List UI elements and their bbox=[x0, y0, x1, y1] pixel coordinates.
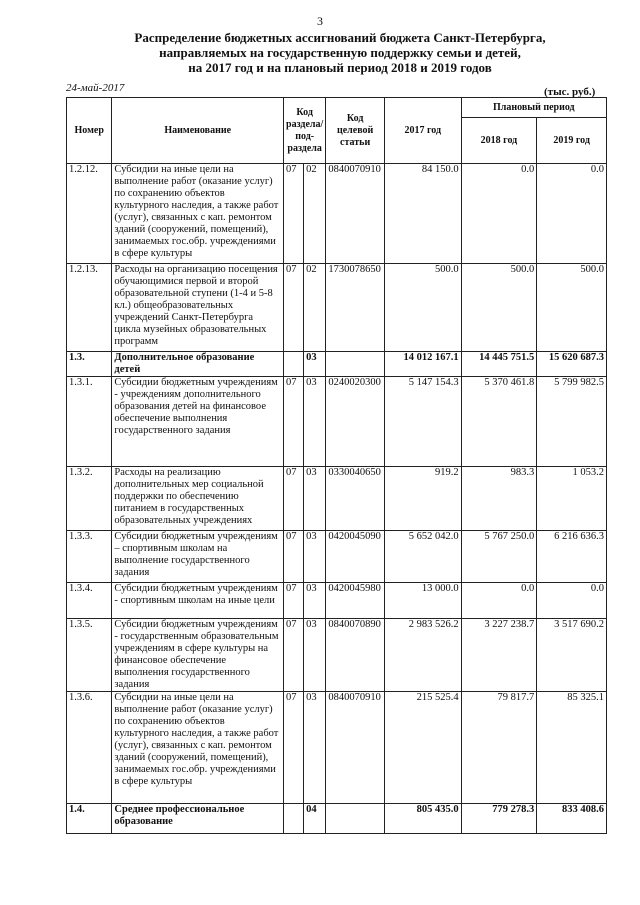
document-title bbox=[60, 30, 620, 75]
row-subsection: 02 bbox=[304, 264, 326, 352]
row-2018: 14 445 751.5 bbox=[461, 352, 537, 377]
row-target-code bbox=[326, 352, 385, 377]
row-2018: 3 227 238.7 bbox=[461, 619, 537, 692]
row-name: Субсидии на иные цели на выполнение работ (оказание услуг) по сохранению объектов культурного наследия, а также работ (услуг), связанных с кап. ремонтом зданий (сооружений, помещений), занимаемых гос.обр. учреждениями в сфере культуры bbox=[112, 692, 284, 804]
row-2017: 500.0 bbox=[384, 264, 461, 352]
row-name: Субсидии бюджетным учреждениям - спортивным школам на иные цели bbox=[112, 583, 284, 619]
table-row bbox=[67, 264, 607, 352]
header-number: Номер bbox=[67, 98, 112, 164]
row-subsection: 03 bbox=[304, 467, 326, 531]
row-subsection: 03 bbox=[304, 692, 326, 804]
row-2018: 983.3 bbox=[461, 467, 537, 531]
header-2019: 2019 год bbox=[537, 118, 607, 164]
row-2018: 0.0 bbox=[461, 164, 537, 264]
header-2018: 2018 год bbox=[461, 118, 537, 164]
row-2018: 5 370 461.8 bbox=[461, 377, 537, 467]
row-2019: 3 517 690.2 bbox=[537, 619, 607, 692]
row-name: Субсидии бюджетным учреждениям - учреждениям дополнительного образования детей на финансовое обеспечение выполнения государственного задания bbox=[112, 377, 284, 467]
header-planned-period: Плановый период bbox=[461, 98, 606, 118]
row-2019: 500.0 bbox=[537, 264, 607, 352]
page-number: 3 bbox=[317, 14, 323, 28]
row-2019: 0.0 bbox=[537, 164, 607, 264]
document-date: 24-май-2017 bbox=[66, 82, 125, 94]
row-number: 1.4. bbox=[67, 804, 112, 834]
row-number: 1.3. bbox=[67, 352, 112, 377]
row-2017: 805 435.0 bbox=[384, 804, 461, 834]
table-header bbox=[67, 98, 607, 164]
row-2018: 779 278.3 bbox=[461, 804, 537, 834]
row-section: 07 bbox=[283, 619, 303, 692]
row-target-code: 0420045090 bbox=[326, 531, 385, 583]
title-line-3: на 2017 год и на плановый период 2018 и 2019 годов bbox=[188, 60, 492, 75]
row-target-code: 0420045980 bbox=[326, 583, 385, 619]
table-row bbox=[67, 352, 607, 377]
row-section: 07 bbox=[283, 692, 303, 804]
row-section: 07 bbox=[283, 164, 303, 264]
table-body bbox=[67, 164, 607, 834]
row-2017: 919.2 bbox=[384, 467, 461, 531]
header-name: Наименование bbox=[112, 98, 284, 164]
row-2019: 85 325.1 bbox=[537, 692, 607, 804]
table-row bbox=[67, 467, 607, 531]
row-2017: 215 525.4 bbox=[384, 692, 461, 804]
row-2017: 5 147 154.3 bbox=[384, 377, 461, 467]
row-target-code: 0840070890 bbox=[326, 619, 385, 692]
row-number: 1.2.12. bbox=[67, 164, 112, 264]
row-2017: 5 652 042.0 bbox=[384, 531, 461, 583]
table-row bbox=[67, 164, 607, 264]
row-section: 07 bbox=[283, 467, 303, 531]
row-name: Субсидии на иные цели на выполнение работ (оказание услуг) по сохранению объектов культурного наследия, а также работ (услуг), связанных с кап. ремонтом зданий (сооружений, помещений), занимаемых гос.обр. учреждениями в сфере культуры bbox=[112, 164, 284, 264]
row-subsection: 03 bbox=[304, 583, 326, 619]
row-number: 1.3.4. bbox=[67, 583, 112, 619]
table-row bbox=[67, 583, 607, 619]
row-2018: 5 767 250.0 bbox=[461, 531, 537, 583]
row-section bbox=[283, 352, 303, 377]
row-2018: 79 817.7 bbox=[461, 692, 537, 804]
row-number: 1.3.6. bbox=[67, 692, 112, 804]
row-name: Субсидии бюджетным учреждениям – спортивным школам на выполнение государственного задания bbox=[112, 531, 284, 583]
row-2019: 15 620 687.3 bbox=[537, 352, 607, 377]
table-row bbox=[67, 692, 607, 804]
row-name: Субсидии бюджетным учреждениям - государственным образовательным учреждениям в сфере культуры на финансовое обеспечение выполнения государственного задания bbox=[112, 619, 284, 692]
title-line-1: Распределение бюджетных ассигнований бюджета Санкт-Петербурга, bbox=[134, 30, 546, 45]
row-name: Расходы на реализацию дополнительных мер социальной поддержки по обеспечению питанием в государственных образовательных учреждениях bbox=[112, 467, 284, 531]
row-2017: 84 150.0 bbox=[384, 164, 461, 264]
row-2017: 14 012 167.1 bbox=[384, 352, 461, 377]
row-number: 1.3.1. bbox=[67, 377, 112, 467]
row-2018: 500.0 bbox=[461, 264, 537, 352]
row-2019: 0.0 bbox=[537, 583, 607, 619]
row-subsection: 03 bbox=[304, 352, 326, 377]
row-name: Расходы на организацию посещения обучающимися первой и второй образовательной ступени (1-4 и 5-8 кл.) общеобразовательных учреждений Санкт-Петербурга цикла музейных образовательных программ bbox=[112, 264, 284, 352]
table-row bbox=[67, 804, 607, 834]
row-2019: 5 799 982.5 bbox=[537, 377, 607, 467]
budget-table bbox=[66, 97, 607, 834]
units-label: (тыс. руб.) bbox=[544, 86, 596, 98]
row-2017: 2 983 526.2 bbox=[384, 619, 461, 692]
row-2019: 6 216 636.3 bbox=[537, 531, 607, 583]
row-2018: 0.0 bbox=[461, 583, 537, 619]
row-subsection: 03 bbox=[304, 531, 326, 583]
row-subsection: 03 bbox=[304, 377, 326, 467]
row-section: 07 bbox=[283, 583, 303, 619]
row-target-code bbox=[326, 804, 385, 834]
row-target-code: 0330040650 bbox=[326, 467, 385, 531]
header-section-code: Код раздела/ под-раздела bbox=[283, 98, 325, 164]
row-subsection: 03 bbox=[304, 619, 326, 692]
row-number: 1.2.13. bbox=[67, 264, 112, 352]
row-name: Среднее профессиональное образование bbox=[112, 804, 284, 834]
row-section bbox=[283, 804, 303, 834]
row-name: Дополнительное образование детей bbox=[112, 352, 284, 377]
row-section: 07 bbox=[283, 377, 303, 467]
row-subsection: 02 bbox=[304, 164, 326, 264]
table-row bbox=[67, 619, 607, 692]
title-line-2: направляемых на государственную поддержку семьи и детей, bbox=[159, 45, 521, 60]
header-2017: 2017 год bbox=[384, 98, 461, 164]
table-row bbox=[67, 377, 607, 467]
row-number: 1.3.3. bbox=[67, 531, 112, 583]
row-2017: 13 000.0 bbox=[384, 583, 461, 619]
row-target-code: 1730078650 bbox=[326, 264, 385, 352]
table-row bbox=[67, 531, 607, 583]
row-target-code: 0840070910 bbox=[326, 692, 385, 804]
row-2019: 1 053.2 bbox=[537, 467, 607, 531]
row-target-code: 0240020300 bbox=[326, 377, 385, 467]
row-section: 07 bbox=[283, 264, 303, 352]
row-subsection: 04 bbox=[304, 804, 326, 834]
row-target-code: 0840070910 bbox=[326, 164, 385, 264]
row-number: 1.3.5. bbox=[67, 619, 112, 692]
row-number: 1.3.2. bbox=[67, 467, 112, 531]
row-section: 07 bbox=[283, 531, 303, 583]
row-2019: 833 408.6 bbox=[537, 804, 607, 834]
header-target-code: Код целевой статьи bbox=[326, 98, 385, 164]
